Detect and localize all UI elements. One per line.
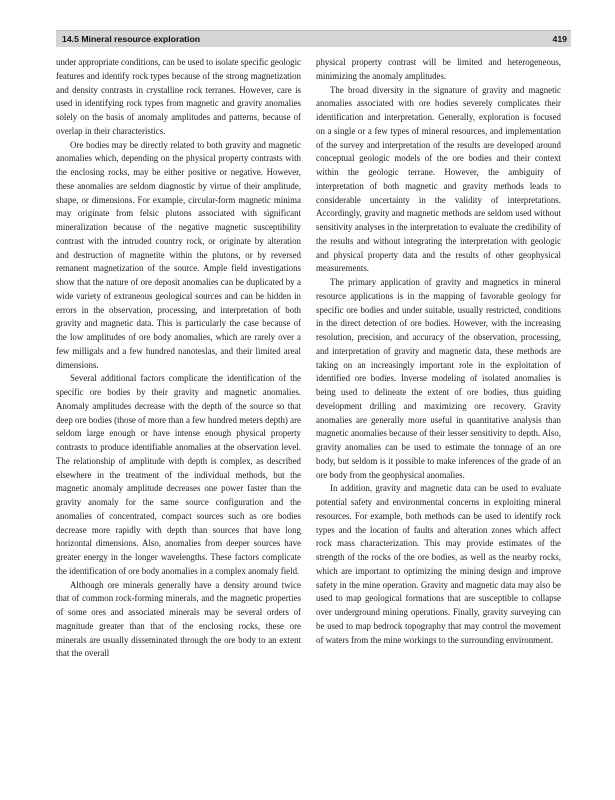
section-title: 14.5 Mineral resource exploration [62,34,201,44]
left-column [56,56,301,661]
right-column [316,56,561,647]
page-number: 419 [552,34,567,44]
paragraph: physical property contrast will be limited and heterogeneous, minimizing the anomaly amplitudes. [316,57,561,81]
running-header [56,30,571,47]
paragraph: The primary application of gravity and magnetics in mineral resource applications is in the mapping of favorable geology for specific ore bodies and under suitable, usually restricted, conditions in the direct detection of ore bodies. However, with the increasing resolution, precision, and accuracy of the observation, processing, and interpretation of gravity and magnetic data, these methods are taking on an increasingly important role in the exploitation of identified ore bodies. Inverse modeling of isolated anomalies is being used to delineate the extent of ore bodies, thus guiding development drilling and maximizing ore recovery. Gravity anomalies are generally more useful in quantitative analysis than magnetic anomalies because of their lesser sensitivity to depth. Also, gravity anomalies can be used to estimate the tonnage of an ore body, but seldom is it possible to make inferences of the grade of an ore body from the geophysical anomalies. [316,277,561,480]
paragraph: under appropriate conditions, can be used to isolate specific geologic features and identify rock types because of the strong magnetization and density contrasts in crystalline rock terranes. However, care is used in identifying rock types from magnetic and gravity anomalies solely on the basis of anomaly amplitudes and patterns, because of overlap in their characteristics. [56,57,301,136]
paragraph: Ore bodies may be directly related to both gravity and magnetic anomalies which, depending on the physical property contrasts with the enclosing rocks, may be either positive or negative. However, these anomalies are seldom diagnostic by virtue of their amplitude, shape, or dimensions. For example, circular-form magnetic minima may originate from felsic plutons associated with significant mineralization because of the negative magnetic susceptibility contrast with the intruded country rock, or originate by alteration and destruction of magnetite within the plutons, or by reversed remanent magnetization of the source. Ample field investigations show that the nature of ore deposit anomalies can be duplicated by a wide variety of extraneous geological sources and can be hidden in errors in the observation, processing, and interpretation of both gravity and magnetic data. This is particularly the case because of the low amplitudes of ore body anomalies, which are rarely over a few milligals and a few hundred nanoteslas, and their limited areal dimensions. [56,139,301,370]
paragraph: In addition, gravity and magnetic data can be used to evaluate potential safety and environmental concerns in exploiting mineral resources. For example, both methods can be used to identify rock types and the location of faults and alteration zones which affect rock mass characterization. This may provide estimates of the strength of the rocks of the ore bodies, as well as the nearby rocks, which are important to optimizing the mining design and improve safety in the mine operation. Gravity and magnetic data may also be used to map geological formations that are susceptible to collapse over underground mining operations. Finally, gravity surveying can be used to map bedrock topography that may control the movement of waters from the mine workings to the surrounding environment. [316,483,561,645]
paragraph: Several additional factors complicate the identification of the specific ore bodies by their gravity and magnetic anomalies. Anomaly amplitudes decrease with the depth of the source so that deep ore bodies (those of more than a few hundred meters depth) are seldom large enough or have intense enough physical property contrasts to produce identifiable anomalies at the observation level. The relationship of amplitude with depth is complex, as described elsewhere in the treatment of the individual methods, but the magnetic anomaly amplitude decreases one power faster than the gravity anomaly for the same source configuration and the anomalies of concentrated, compact sources such as ore bodies decrease more rapidly with depth than sources that have long horizontal dimensions. Also, anomalies from deeper sources have greater energy in the longer wavelengths. These factors complicate the identification of ore body anomalies in a complex anomaly field. [56,373,301,576]
paragraph: Although ore minerals generally have a density around twice that of common rock-forming minerals, and the magnetic properties of some ores and associated minerals may be several orders of magnitude greater than that of the enclosing rocks, these ore minerals are usually disseminated through the ore body to an extent that the overall [56,579,301,659]
paragraph: The broad diversity in the signature of gravity and magnetic anomalies associated with ore bodies severely complicates their identification and interpretation. Generally, exploration is focused on a single or a few types of mineral resources, and implementation of the survey and interpretation of the results are developed around conceptual geologic models of the ore bodies and their context within the geologic terrane. However, the ambiguity of interpretation of both magnetic and gravity methods leads to considerable uncertainty in the validity of interpretations. Accordingly, gravity and magnetic methods are seldom used without sensitivity analyses in the interpretation to evaluate the credibility of the results and without integrating the interpretation with geologic and physical property data and the results of other geophysical measurements. [316,84,561,274]
